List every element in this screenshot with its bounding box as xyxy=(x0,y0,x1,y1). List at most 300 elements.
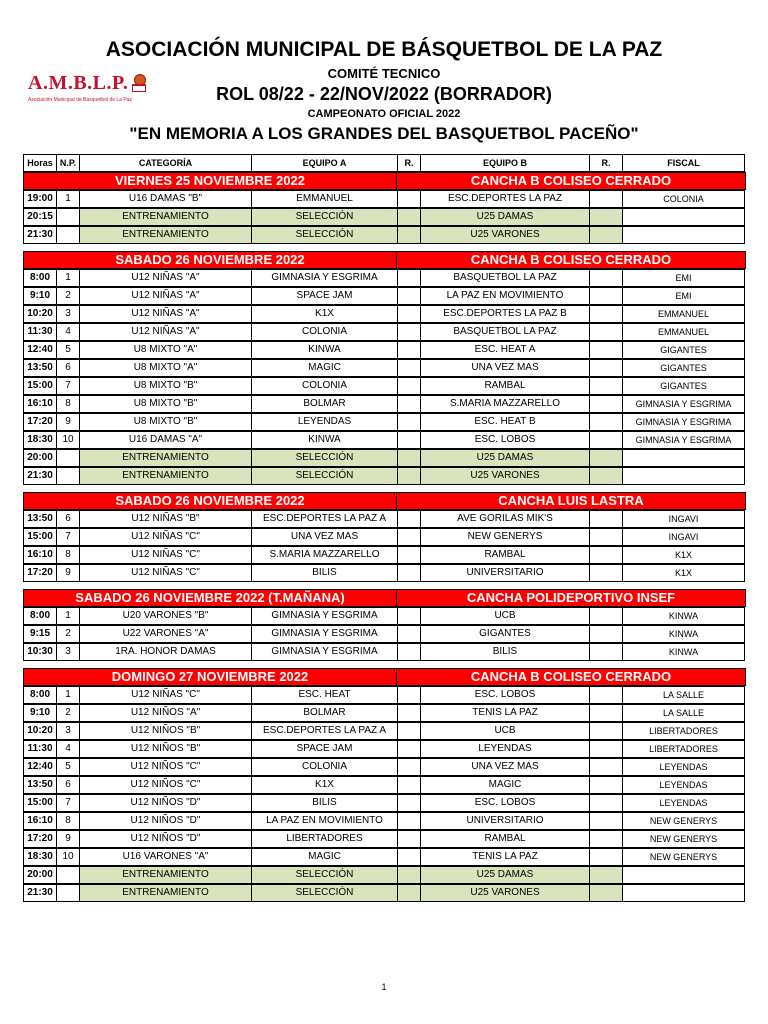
cell-time: 8:00 xyxy=(23,269,57,287)
cell-category: ENTRENAMIENTO xyxy=(79,866,252,884)
cell-result-b xyxy=(589,395,623,413)
cell-category: U12 NIÑOS "D" xyxy=(79,794,252,812)
cell-result-a xyxy=(397,848,421,866)
cell-team-a: K1X xyxy=(251,305,398,323)
cell-result-b xyxy=(589,287,623,305)
cell-np: 5 xyxy=(56,758,80,776)
cell-category: U12 NIÑOS "C" xyxy=(79,776,252,794)
section-day: DOMINGO 27 NOVIEMBRE 2022 xyxy=(23,668,397,686)
cell-fiscal: LEYENDAS xyxy=(622,776,745,794)
cell-time: 15:00 xyxy=(23,377,57,395)
cell-np: 7 xyxy=(56,528,80,546)
cell-team-a: LIBERTADORES xyxy=(251,830,398,848)
cell-np: 1 xyxy=(56,607,80,625)
cell-time: 11:30 xyxy=(23,740,57,758)
cell-team-b: BILIS xyxy=(420,643,590,661)
cell-category: ENTRENAMIENTO xyxy=(79,208,252,226)
cell-result-a xyxy=(397,722,421,740)
logo-letters: A.M.B.L.P. xyxy=(28,72,129,94)
section-header xyxy=(23,172,745,190)
cell-np xyxy=(56,449,80,467)
cell-team-a: K1X xyxy=(251,776,398,794)
schedule-row xyxy=(23,208,745,226)
schedule-row xyxy=(23,564,745,582)
cell-np: 5 xyxy=(56,341,80,359)
cell-time: 20:00 xyxy=(23,866,57,884)
schedule-row xyxy=(23,341,745,359)
cell-time: 15:00 xyxy=(23,528,57,546)
cell-category: U12 NIÑAS "C" xyxy=(79,564,252,582)
cell-result-b xyxy=(589,643,623,661)
cell-team-a: BOLMAR xyxy=(251,704,398,722)
cell-fiscal: K1X xyxy=(622,546,745,564)
cell-result-a xyxy=(397,323,421,341)
cell-team-a: SELECCIÓN xyxy=(251,884,398,902)
cell-result-a xyxy=(397,607,421,625)
cell-result-b xyxy=(589,830,623,848)
cell-result-a xyxy=(397,413,421,431)
cell-team-b: GIGANTES xyxy=(420,625,590,643)
cell-np: 9 xyxy=(56,830,80,848)
cell-result-a xyxy=(397,528,421,546)
cell-result-a xyxy=(397,830,421,848)
cell-category: U16 DAMAS "B" xyxy=(79,190,252,208)
cell-result-b xyxy=(589,740,623,758)
cell-category: U16 DAMAS "A" xyxy=(79,431,252,449)
schedule-row xyxy=(23,449,745,467)
cell-np: 2 xyxy=(56,625,80,643)
cell-result-b xyxy=(589,866,623,884)
cell-np: 1 xyxy=(56,686,80,704)
cell-team-a: SPACE JAM xyxy=(251,740,398,758)
cell-time: 20:00 xyxy=(23,449,57,467)
cell-result-a xyxy=(397,625,421,643)
cell-result-a xyxy=(397,377,421,395)
cell-team-b: BASQUETBOL LA PAZ xyxy=(420,269,590,287)
cell-result-b xyxy=(589,377,623,395)
cell-category: U12 NIÑAS "C" xyxy=(79,546,252,564)
cell-team-a: GIMNASIA Y ESGRIMA xyxy=(251,269,398,287)
schedule-row xyxy=(23,359,745,377)
cell-team-b: UNA VEZ MAS xyxy=(420,359,590,377)
cell-team-a: GIMNASIA Y ESGRIMA xyxy=(251,625,398,643)
cell-fiscal: GIGANTES xyxy=(622,341,745,359)
logo-subtitle: Asociación Municipal de Básquetbol de La Paz xyxy=(28,97,132,103)
cell-team-b: S.MARIA MAZZARELLO xyxy=(420,395,590,413)
cell-result-b xyxy=(589,467,623,485)
cell-result-a xyxy=(397,704,421,722)
cell-time: 8:00 xyxy=(23,686,57,704)
cell-category: U12 NIÑAS "A" xyxy=(79,269,252,287)
cell-result-a xyxy=(397,287,421,305)
cell-np: 2 xyxy=(56,287,80,305)
cell-result-b xyxy=(589,794,623,812)
cell-result-b xyxy=(589,510,623,528)
cell-result-b xyxy=(589,812,623,830)
cell-fiscal: KINWA xyxy=(622,625,745,643)
cell-team-b: RAMBAL xyxy=(420,377,590,395)
cell-result-a xyxy=(397,510,421,528)
cell-result-a xyxy=(397,449,421,467)
cell-category: U12 NIÑOS "A" xyxy=(79,704,252,722)
cell-fiscal: LIBERTADORES xyxy=(622,722,745,740)
cell-fiscal: EMMANUEL xyxy=(622,323,745,341)
cell-category: U12 NIÑOS "D" xyxy=(79,830,252,848)
schedule-row xyxy=(23,722,745,740)
cell-category: U12 NIÑOS "D" xyxy=(79,812,252,830)
cell-result-a xyxy=(397,740,421,758)
cell-result-b xyxy=(589,431,623,449)
cell-np xyxy=(56,884,80,902)
cell-team-b: UCB xyxy=(420,607,590,625)
cell-team-a: SELECCIÓN xyxy=(251,467,398,485)
cell-fiscal xyxy=(622,866,745,884)
cell-time: 17:20 xyxy=(23,564,57,582)
schedule-row xyxy=(23,740,745,758)
cell-category: U22 VARONES "A" xyxy=(79,625,252,643)
column-header-result-b: R. xyxy=(589,154,623,172)
cell-time: 17:20 xyxy=(23,413,57,431)
cell-np: 7 xyxy=(56,377,80,395)
cell-fiscal: COLONIA xyxy=(622,190,745,208)
schedule-row xyxy=(23,866,745,884)
cell-result-b xyxy=(589,208,623,226)
schedule-row xyxy=(23,395,745,413)
schedule-row xyxy=(23,226,745,244)
cell-team-a: SELECCIÓN xyxy=(251,866,398,884)
section-venue: CANCHA B COLISEO CERRADO xyxy=(396,172,746,190)
cell-team-b: UNIVERSITARIO xyxy=(420,564,590,582)
cell-team-a: ESC. HEAT xyxy=(251,686,398,704)
cell-result-b xyxy=(589,546,623,564)
cell-category: U12 NIÑAS "A" xyxy=(79,323,252,341)
cell-team-b: NEW GENERYS xyxy=(420,528,590,546)
cell-fiscal: INGAVI xyxy=(622,510,745,528)
cell-np: 9 xyxy=(56,413,80,431)
cell-result-b xyxy=(589,413,623,431)
cell-team-b: UNA VEZ MAS xyxy=(420,758,590,776)
cell-category: ENTRENAMIENTO xyxy=(79,884,252,902)
cell-team-b: AVE GORILAS MIK'S xyxy=(420,510,590,528)
cell-fiscal xyxy=(622,449,745,467)
cell-np: 10 xyxy=(56,431,80,449)
cell-team-a: LEYENDAS xyxy=(251,413,398,431)
column-header-result-a: R. xyxy=(397,154,421,172)
cell-np: 3 xyxy=(56,643,80,661)
cell-team-b: ESC. LOBOS xyxy=(420,794,590,812)
cell-team-a: S.MARIA MAZZARELLO xyxy=(251,546,398,564)
cell-time: 10:30 xyxy=(23,643,57,661)
cell-result-a xyxy=(397,359,421,377)
cell-result-a xyxy=(397,226,421,244)
cell-np: 8 xyxy=(56,812,80,830)
schedule-row xyxy=(23,758,745,776)
cell-team-a: SELECCIÓN xyxy=(251,208,398,226)
schedule-row xyxy=(23,776,745,794)
cell-fiscal: GIMNASIA Y ESGRIMA xyxy=(622,431,745,449)
schedule-row xyxy=(23,704,745,722)
cell-fiscal: LEYENDAS xyxy=(622,794,745,812)
cell-fiscal: LA SALLE xyxy=(622,704,745,722)
cell-fiscal: INGAVI xyxy=(622,528,745,546)
cell-category: ENTRENAMIENTO xyxy=(79,226,252,244)
cell-np: 7 xyxy=(56,794,80,812)
cell-category: U8 MIXTO "B" xyxy=(79,395,252,413)
schedule-row xyxy=(23,830,745,848)
page-number: 1 xyxy=(381,982,387,992)
cell-fiscal: EMMANUEL xyxy=(622,305,745,323)
column-header-fiscal: FISCAL xyxy=(622,154,745,172)
schedule-row xyxy=(23,269,745,287)
cell-result-b xyxy=(589,528,623,546)
cell-team-a: COLONIA xyxy=(251,758,398,776)
cell-result-b xyxy=(589,341,623,359)
schedule-row xyxy=(23,190,745,208)
schedule-row xyxy=(23,848,745,866)
column-header-team-a: EQUIPO A xyxy=(251,154,398,172)
cell-result-b xyxy=(589,704,623,722)
cell-category: U12 NIÑAS "A" xyxy=(79,287,252,305)
cell-team-b: LA PAZ EN MOVIMIENTO xyxy=(420,287,590,305)
cell-time: 9:10 xyxy=(23,287,57,305)
cell-np: 8 xyxy=(56,395,80,413)
cell-time: 9:15 xyxy=(23,625,57,643)
cell-np xyxy=(56,226,80,244)
cell-result-b xyxy=(589,323,623,341)
cell-category: ENTRENAMIENTO xyxy=(79,449,252,467)
cell-fiscal: EMI xyxy=(622,269,745,287)
section-header xyxy=(23,251,745,269)
cell-time: 13:50 xyxy=(23,776,57,794)
cell-team-b: ESC. LOBOS xyxy=(420,431,590,449)
document-title: ASOCIACIÓN MUNICIPAL DE BÁSQUETBOL DE LA PAZ xyxy=(105,38,663,61)
cell-team-b: TENIS LA PAZ xyxy=(420,704,590,722)
section-venue: CANCHA LUIS LASTRA xyxy=(396,492,746,510)
section-venue: CANCHA B COLISEO CERRADO xyxy=(396,668,746,686)
cell-time: 19:00 xyxy=(23,190,57,208)
cell-category: U12 NIÑAS "C" xyxy=(79,528,252,546)
cell-team-a: KINWA xyxy=(251,431,398,449)
cell-time: 21:30 xyxy=(23,884,57,902)
cell-result-b xyxy=(589,449,623,467)
cell-fiscal: GIGANTES xyxy=(622,377,745,395)
column-header-category: CATEGORÍA xyxy=(79,154,252,172)
cell-result-a xyxy=(397,546,421,564)
cell-time: 11:30 xyxy=(23,323,57,341)
cell-result-a xyxy=(397,776,421,794)
cell-category: U8 MIXTO "B" xyxy=(79,377,252,395)
cell-team-a: SELECCIÓN xyxy=(251,226,398,244)
cell-team-a: LA PAZ EN MOVIMIENTO xyxy=(251,812,398,830)
cell-result-b xyxy=(589,758,623,776)
cell-category: U8 MIXTO "B" xyxy=(79,413,252,431)
section-header xyxy=(23,492,745,510)
cell-category: U8 MIXTO "A" xyxy=(79,359,252,377)
schedule-row xyxy=(23,467,745,485)
cell-category: U20 VARONES "B" xyxy=(79,607,252,625)
section-day: SABADO 26 NOVIEMBRE 2022 xyxy=(23,251,397,269)
schedule-row xyxy=(23,323,745,341)
cell-time: 21:30 xyxy=(23,467,57,485)
section-venue: CANCHA POLIDEPORTIVO INSEF xyxy=(396,589,746,607)
cell-team-b: ESC. HEAT A xyxy=(420,341,590,359)
cell-result-b xyxy=(589,359,623,377)
cell-team-b: UNIVERSITARIO xyxy=(420,812,590,830)
section-day: SABADO 26 NOVIEMBRE 2022 (T.MAÑANA) xyxy=(23,589,397,607)
cell-np xyxy=(56,467,80,485)
cell-team-a: MAGIC xyxy=(251,359,398,377)
cell-category: U16 VARONES "A" xyxy=(79,848,252,866)
cell-fiscal: LEYENDAS xyxy=(622,758,745,776)
cell-time: 15:00 xyxy=(23,794,57,812)
cell-team-b: ESC.DEPORTES LA PAZ xyxy=(420,190,590,208)
cell-result-b xyxy=(589,305,623,323)
cell-fiscal: EMI xyxy=(622,287,745,305)
cell-time: 13:50 xyxy=(23,510,57,528)
cell-fiscal: GIMNASIA Y ESGRIMA xyxy=(622,395,745,413)
cell-fiscal: KINWA xyxy=(622,643,745,661)
schedule-row xyxy=(23,305,745,323)
schedule-row xyxy=(23,413,745,431)
schedule-row xyxy=(23,686,745,704)
cell-team-b: U25 VARONES xyxy=(420,226,590,244)
cell-team-a: UNA VEZ MAS xyxy=(251,528,398,546)
cell-team-b: ESC. LOBOS xyxy=(420,686,590,704)
cell-result-b xyxy=(589,884,623,902)
cell-team-a: COLONIA xyxy=(251,323,398,341)
cell-result-b xyxy=(589,226,623,244)
schedule-row xyxy=(23,607,745,625)
cell-team-a: GIMNASIA Y ESGRIMA xyxy=(251,607,398,625)
cell-result-b xyxy=(589,607,623,625)
cell-team-a: EMMANUEL xyxy=(251,190,398,208)
cell-result-a xyxy=(397,758,421,776)
cell-fiscal xyxy=(622,208,745,226)
section-header xyxy=(23,668,745,686)
schedule-row xyxy=(23,377,745,395)
schedule-row xyxy=(23,794,745,812)
cell-fiscal xyxy=(622,226,745,244)
memorial-line: "EN MEMORIA A LOS GRANDES DEL BASQUETBOL PACEÑO" xyxy=(129,124,639,143)
cell-team-b: MAGIC xyxy=(420,776,590,794)
cell-fiscal: NEW GENERYS xyxy=(622,848,745,866)
cell-team-a: BOLMAR xyxy=(251,395,398,413)
cell-np: 3 xyxy=(56,722,80,740)
cell-np: 8 xyxy=(56,546,80,564)
cell-team-a: COLONIA xyxy=(251,377,398,395)
cell-np: 6 xyxy=(56,359,80,377)
cell-category: ENTRENAMIENTO xyxy=(79,467,252,485)
section-day: SABADO 26 NOVIEMBRE 2022 xyxy=(23,492,397,510)
schedule-row xyxy=(23,510,745,528)
cell-np: 9 xyxy=(56,564,80,582)
cell-result-a xyxy=(397,686,421,704)
schedule-row xyxy=(23,528,745,546)
cell-np: 4 xyxy=(56,323,80,341)
cell-team-b: TENIS LA PAZ xyxy=(420,848,590,866)
cell-category: U12 NIÑAS "B" xyxy=(79,510,252,528)
schedule-row xyxy=(23,643,745,661)
cell-result-a xyxy=(397,467,421,485)
cell-time: 16:10 xyxy=(23,395,57,413)
cell-team-b: UCB xyxy=(420,722,590,740)
cell-time: 10:20 xyxy=(23,305,57,323)
cell-result-a xyxy=(397,269,421,287)
cell-fiscal: NEW GENERYS xyxy=(622,830,745,848)
cell-time: 20:15 xyxy=(23,208,57,226)
cell-team-b: BASQUETBOL LA PAZ xyxy=(420,323,590,341)
cell-np: 1 xyxy=(56,190,80,208)
cell-result-a xyxy=(397,564,421,582)
cell-time: 10:20 xyxy=(23,722,57,740)
cell-team-b: RAMBAL xyxy=(420,546,590,564)
cell-category: U12 NIÑAS "C" xyxy=(79,686,252,704)
cell-team-b: RAMBAL xyxy=(420,830,590,848)
schedule-row xyxy=(23,287,745,305)
committee-line: COMITÉ TECNICO xyxy=(327,66,441,81)
section-day: VIERNES 25 NOVIEMBRE 2022 xyxy=(23,172,397,190)
schedule-row xyxy=(23,884,745,902)
cell-team-b: ESC.DEPORTES LA PAZ B xyxy=(420,305,590,323)
cell-team-b: U25 DAMAS xyxy=(420,866,590,884)
cell-fiscal: KINWA xyxy=(622,607,745,625)
cell-team-b: U25 VARONES xyxy=(420,884,590,902)
cell-result-b xyxy=(589,776,623,794)
cell-result-a xyxy=(397,794,421,812)
cell-np: 6 xyxy=(56,510,80,528)
cell-team-b: ESC. HEAT B xyxy=(420,413,590,431)
cell-team-a: ESC.DEPORTES LA PAZ A xyxy=(251,510,398,528)
cell-time: 8:00 xyxy=(23,607,57,625)
schedule-row xyxy=(23,812,745,830)
column-header-team-b: EQUIPO B xyxy=(420,154,590,172)
cell-time: 16:10 xyxy=(23,546,57,564)
column-header-time: Horas xyxy=(23,154,57,172)
cell-result-a xyxy=(397,884,421,902)
cell-fiscal xyxy=(622,884,745,902)
cell-fiscal: LA SALLE xyxy=(622,686,745,704)
cell-team-b: U25 VARONES xyxy=(420,467,590,485)
cell-np: 1 xyxy=(56,269,80,287)
cell-time: 16:10 xyxy=(23,812,57,830)
rol-line: ROL 08/22 - 22/NOV/2022 (BORRADOR) xyxy=(216,84,552,104)
cell-np: 6 xyxy=(56,776,80,794)
cell-result-b xyxy=(589,269,623,287)
cell-category: U8 MIXTO "A" xyxy=(79,341,252,359)
cell-team-b: U25 DAMAS xyxy=(420,208,590,226)
cell-team-b: U25 DAMAS xyxy=(420,449,590,467)
cell-team-a: SELECCIÓN xyxy=(251,449,398,467)
cell-team-a: SPACE JAM xyxy=(251,287,398,305)
cell-np: 3 xyxy=(56,305,80,323)
cell-fiscal: GIGANTES xyxy=(622,359,745,377)
cell-fiscal xyxy=(622,467,745,485)
cell-np xyxy=(56,208,80,226)
cell-result-a xyxy=(397,866,421,884)
cell-time: 12:40 xyxy=(23,341,57,359)
cell-result-b xyxy=(589,722,623,740)
championship-line: CAMPEONATO OFICIAL 2022 xyxy=(307,108,461,120)
cell-result-a xyxy=(397,395,421,413)
cell-np: 4 xyxy=(56,740,80,758)
cell-team-a: ESC.DEPORTES LA PAZ A xyxy=(251,722,398,740)
cell-category: U12 NIÑAS "A" xyxy=(79,305,252,323)
cell-team-a: GIMNASIA Y ESGRIMA xyxy=(251,643,398,661)
cell-result-a xyxy=(397,305,421,323)
cell-fiscal: LIBERTADORES xyxy=(622,740,745,758)
schedule-table xyxy=(23,154,745,902)
cell-time: 13:50 xyxy=(23,359,57,377)
